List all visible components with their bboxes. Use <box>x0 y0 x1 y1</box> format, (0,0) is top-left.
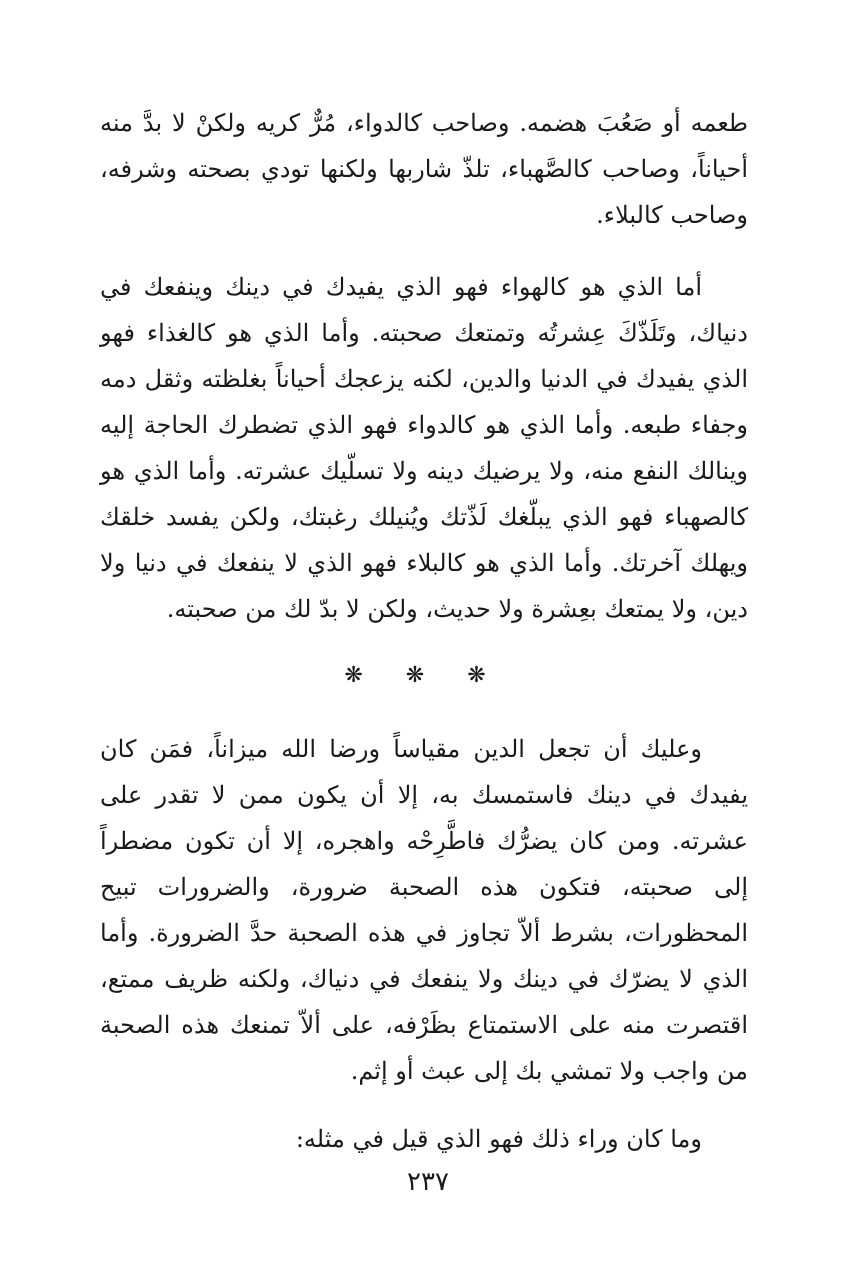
page-number: ٢٣٧ <box>407 1167 449 1197</box>
page-body <box>100 100 748 1162</box>
section-separator: ❋ ❋ ❋ <box>344 663 504 688</box>
paragraph-companions: أما الذي هو كالهواء فهو الذي يفيدك في دينك وينفعك في دنياك، وتَلَذّكَ عِشرتُه وتمتعك صحبته. وأما الذي هو كالغذاء فهو الذي يفيدك في الدنيا والدين، لكنه يزعجك أحياناً بغلظته وثقل دمه وجفاء طبعه. وأما الذي هو كالدواء فهو الذي تضطرك الحاجة إليه وينالك النفع منه، ولا يرضيك دينه ولا تسلّيك عشرته. وأما الذي هو كالصهباء فهو الذي يبلّغك لَذّتك ويُنيلك رغبتك، ولكن يفسد خلقك ويهلك آخرتك. وأما الذي هو كالبلاء فهو الذي لا ينفعك في دنيا ولا دين، ولا يمتعك بعِشرة ولا حديث، ولكن لا بدّ لك من صحبته. <box>100 273 748 623</box>
paragraph-religion-measure: وعليك أن تجعل الدين مقياساً ورضا الله ميزاناً، فمَن كان يفيدك في دينك فاستمسك به، إلا أن يكون ممن لا تقدر على عشرته. ومن كان يضرُّك فاطَّرِحْه واهجره، إلا أن تكون مضطراً إلى صحبته، فتكون هذه الصحبة ضرورة، والضرورات تبيح المحظورات، بشرط ألاّ تجاوز في هذه الصحبة حدَّ الضرورة. وأما الذي لا يضرّك في دينك ولا ينفعك في دنياك، ولكنه ظريف ممتع، اقتصرت منه على الاستمتاع بظَرْفه، على ألاّ تمنعك هذه الصحبة من واجب ولا تمشي بك إلى عبث أو إثم. <box>100 735 748 1085</box>
paragraph-closing-line: وما كان وراء ذلك فهو الذي قيل في مثله: <box>295 1125 702 1153</box>
paragraph-continuation: طعمه أو صَعُبَ هضمه. وصاحب كالدواء، مُرٌّ كريه ولكنْ لا بدَّ منه أحياناً، وصاحب كالصَّهباء، تلذّ شاربها ولكنها تودي بصحته وشرفه، وصاحب كالبلاء. <box>100 109 748 229</box>
